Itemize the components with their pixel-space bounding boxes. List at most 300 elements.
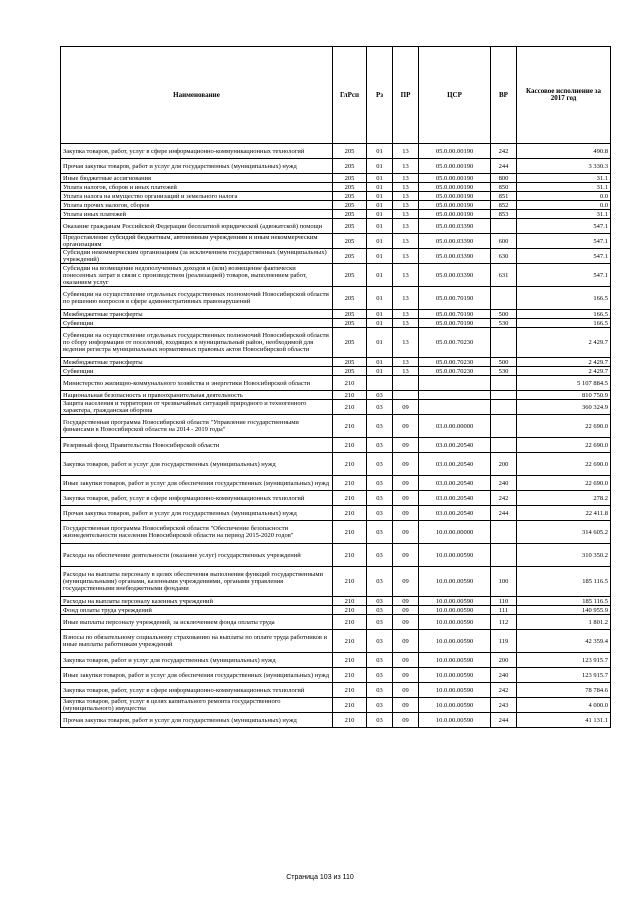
table-row bbox=[61, 358, 611, 367]
cell-glrsp: 210 bbox=[333, 713, 367, 728]
cell-rz: 03 bbox=[367, 567, 393, 597]
cell-csr: 10.0.00.00590 bbox=[419, 713, 491, 728]
cell-rz: 01 bbox=[367, 219, 393, 234]
cell-csr: 05.0.00.70230 bbox=[419, 358, 491, 367]
cell-csr: 05.0.00.70190 bbox=[419, 287, 491, 310]
cell-glrsp: 210 bbox=[333, 606, 367, 615]
cell-pr: 13 bbox=[393, 192, 419, 201]
cell-glrsp: 210 bbox=[333, 615, 367, 630]
table-row bbox=[61, 606, 611, 615]
cell-rz: 01 bbox=[367, 183, 393, 192]
table-row bbox=[61, 234, 611, 249]
cell-name: Расходы на выплаты персоналу в целях обеспечения выполнения функций государственными (муниципальными) органами, казенными учреждениями, органами управления государственными внебюджетными фондами bbox=[61, 567, 333, 597]
cell-rz: 01 bbox=[367, 264, 393, 287]
cell-vr: 600 bbox=[491, 234, 517, 249]
cell-amount: 314 605.2 bbox=[517, 521, 611, 544]
cell-csr: 10.0.00.00590 bbox=[419, 653, 491, 668]
table-row bbox=[61, 328, 611, 358]
cell-glrsp: 205 bbox=[333, 219, 367, 234]
cell-glrsp: 205 bbox=[333, 210, 367, 219]
table-row bbox=[61, 174, 611, 183]
cell-csr: 10.0.00.00590 bbox=[419, 683, 491, 698]
cell-rz: 03 bbox=[367, 597, 393, 606]
table-row bbox=[61, 544, 611, 567]
cell-rz: 03 bbox=[367, 713, 393, 728]
cell-name: Иные закупки товаров, работ и услуг для обеспечения государственных (муниципальных) нужд bbox=[61, 668, 333, 683]
cell-amount: 31.1 bbox=[517, 174, 611, 183]
cell-rz: 03 bbox=[367, 491, 393, 506]
cell-rz: 01 bbox=[367, 249, 393, 264]
cell-amount: 140 955.9 bbox=[517, 606, 611, 615]
table-row bbox=[61, 319, 611, 328]
cell-name: Закупка товаров, работ, услуг в сфере информационно-коммуникационных технологий bbox=[61, 144, 333, 159]
cell-pr: 13 bbox=[393, 287, 419, 310]
cell-rz: 03 bbox=[367, 400, 393, 415]
cell-csr: 10.0.00.00590 bbox=[419, 615, 491, 630]
table-row bbox=[61, 453, 611, 476]
cell-pr: 13 bbox=[393, 310, 419, 319]
table-row bbox=[61, 376, 611, 391]
cell-name: Прочая закупка товаров, работ и услуг для государственных (муниципальных) нужд bbox=[61, 506, 333, 521]
cell-glrsp: 210 bbox=[333, 491, 367, 506]
cell-vr: 630 bbox=[491, 249, 517, 264]
cell-amount: 123 915.7 bbox=[517, 653, 611, 668]
cell-csr: 05.0.00.70190 bbox=[419, 319, 491, 328]
cell-rz: 01 bbox=[367, 201, 393, 210]
cell-name: Закупка товаров, работ и услуг для государственных (муниципальных) нужд bbox=[61, 653, 333, 668]
cell-name: Субвенции bbox=[61, 319, 333, 328]
cell-rz: 03 bbox=[367, 615, 393, 630]
cell-pr: 09 bbox=[393, 476, 419, 491]
cell-glrsp: 205 bbox=[333, 174, 367, 183]
cell-csr: 03.0.00.20540 bbox=[419, 453, 491, 476]
cell-glrsp: 210 bbox=[333, 698, 367, 713]
cell-vr: 112 bbox=[491, 615, 517, 630]
cell-vr bbox=[491, 521, 517, 544]
cell-pr: 09 bbox=[393, 415, 419, 438]
cell-name: Уплата налога на имущество организаций и земельного налога bbox=[61, 192, 333, 201]
table-row bbox=[61, 219, 611, 234]
cell-glrsp: 205 bbox=[333, 287, 367, 310]
table-row bbox=[61, 264, 611, 287]
cell-amount: 278.2 bbox=[517, 491, 611, 506]
table-body bbox=[61, 144, 611, 728]
budget-table bbox=[60, 46, 611, 728]
cell-amount: 2 429.7 bbox=[517, 358, 611, 367]
table-row bbox=[61, 491, 611, 506]
cell-vr bbox=[491, 415, 517, 438]
header-glrsp: ГлРсп bbox=[333, 47, 367, 144]
cell-amount: 22 411.8 bbox=[517, 506, 611, 521]
table-row bbox=[61, 367, 611, 376]
cell-amount: 185 116.5 bbox=[517, 597, 611, 606]
cell-rz: 01 bbox=[367, 234, 393, 249]
cell-pr: 13 bbox=[393, 210, 419, 219]
cell-glrsp: 210 bbox=[333, 544, 367, 567]
cell-glrsp: 205 bbox=[333, 264, 367, 287]
header-pr: ПР bbox=[393, 47, 419, 144]
cell-pr: 13 bbox=[393, 319, 419, 328]
cell-vr bbox=[491, 400, 517, 415]
cell-pr: 13 bbox=[393, 249, 419, 264]
cell-vr bbox=[491, 219, 517, 234]
cell-vr bbox=[491, 287, 517, 310]
cell-amount: 166.5 bbox=[517, 287, 611, 310]
cell-amount: 2 429.7 bbox=[517, 328, 611, 358]
table-row bbox=[61, 192, 611, 201]
cell-vr: 111 bbox=[491, 606, 517, 615]
cell-rz: 03 bbox=[367, 506, 393, 521]
cell-amount: 2 429.7 bbox=[517, 367, 611, 376]
cell-amount: 547.1 bbox=[517, 219, 611, 234]
table-row bbox=[61, 698, 611, 713]
cell-rz: 03 bbox=[367, 653, 393, 668]
cell-pr: 09 bbox=[393, 506, 419, 521]
cell-vr: 530 bbox=[491, 319, 517, 328]
cell-vr: 244 bbox=[491, 713, 517, 728]
table-row bbox=[61, 415, 611, 438]
cell-csr: 05.0.00.00190 bbox=[419, 192, 491, 201]
cell-vr: 240 bbox=[491, 476, 517, 491]
cell-csr: 03.0.00.00000 bbox=[419, 415, 491, 438]
cell-amount: 22 690.0 bbox=[517, 476, 611, 491]
cell-name: Уплата налогов, сборов и иных платежей bbox=[61, 183, 333, 192]
cell-csr: 05.0.00.70230 bbox=[419, 328, 491, 358]
cell-amount: 31.1 bbox=[517, 183, 611, 192]
cell-glrsp: 210 bbox=[333, 400, 367, 415]
table-header-row bbox=[61, 47, 611, 144]
table-row bbox=[61, 249, 611, 264]
table-row bbox=[61, 615, 611, 630]
cell-amount: 22 690.0 bbox=[517, 453, 611, 476]
cell-pr: 09 bbox=[393, 453, 419, 476]
budget-table-sheet bbox=[60, 46, 610, 728]
cell-vr: 200 bbox=[491, 453, 517, 476]
cell-amount: 185 116.5 bbox=[517, 567, 611, 597]
cell-vr: 244 bbox=[491, 506, 517, 521]
cell-glrsp: 205 bbox=[333, 358, 367, 367]
cell-amount: 166.5 bbox=[517, 319, 611, 328]
table-row bbox=[61, 183, 611, 192]
cell-glrsp: 210 bbox=[333, 567, 367, 597]
cell-rz: 01 bbox=[367, 174, 393, 183]
cell-rz: 03 bbox=[367, 606, 393, 615]
cell-name: Государственная программа Новосибирской области "Управление государственными финансами в Новосибирской области на 2014 - 2019 годы" bbox=[61, 415, 333, 438]
cell-name: Министерство жилищно-коммунального хозяйства и энергетики Новосибирской области bbox=[61, 376, 333, 391]
cell-pr: 13 bbox=[393, 328, 419, 358]
header-csr: ЦСР bbox=[419, 47, 491, 144]
cell-rz: 01 bbox=[367, 367, 393, 376]
cell-csr: 10.0.00.00590 bbox=[419, 606, 491, 615]
cell-amount: 41 131.1 bbox=[517, 713, 611, 728]
cell-amount: 547.1 bbox=[517, 234, 611, 249]
cell-vr: 200 bbox=[491, 653, 517, 668]
cell-glrsp: 210 bbox=[333, 476, 367, 491]
cell-name: Закупка товаров, работ, услуг в сфере информационно-коммуникационных технологий bbox=[61, 491, 333, 506]
cell-rz: 03 bbox=[367, 544, 393, 567]
cell-pr: 13 bbox=[393, 183, 419, 192]
cell-vr bbox=[491, 376, 517, 391]
cell-glrsp: 210 bbox=[333, 653, 367, 668]
cell-amount: 78 784.6 bbox=[517, 683, 611, 698]
cell-name: Субвенции на осуществление отдельных государственных полномочий Новосибирской области по сбору информации от поселений, входящих в муниципальный район, необходимой для ведения регистра муниципальных нормативных правовых актов Новосибирской области bbox=[61, 328, 333, 358]
table-row bbox=[61, 438, 611, 453]
cell-name: Резервный фонд Правительства Новосибирской области bbox=[61, 438, 333, 453]
cell-rz: 03 bbox=[367, 438, 393, 453]
cell-csr bbox=[419, 376, 491, 391]
cell-name: Оказание гражданам Российской Федерации бесплатной юридической (адвокатской) помощи bbox=[61, 219, 333, 234]
cell-glrsp: 210 bbox=[333, 597, 367, 606]
cell-vr: 119 bbox=[491, 630, 517, 653]
cell-name: Иные бюджетные ассигнования bbox=[61, 174, 333, 183]
table-row bbox=[61, 597, 611, 606]
cell-rz: 01 bbox=[367, 192, 393, 201]
cell-glrsp: 205 bbox=[333, 328, 367, 358]
cell-csr: 10.0.00.00000 bbox=[419, 521, 491, 544]
cell-name: Субсидии на возмещение недополученных доходов и (или) возмещение фактически понесенных затрат в связи с производством (реализацией) товаров, выполнением работ, оказанием услуг bbox=[61, 264, 333, 287]
cell-pr: 09 bbox=[393, 713, 419, 728]
cell-amount: 810 750.9 bbox=[517, 391, 611, 400]
cell-pr: 13 bbox=[393, 159, 419, 174]
cell-vr bbox=[491, 328, 517, 358]
cell-csr: 05.0.00.70190 bbox=[419, 310, 491, 319]
cell-glrsp: 210 bbox=[333, 668, 367, 683]
cell-name: Уплата иных платежей bbox=[61, 210, 333, 219]
cell-pr: 09 bbox=[393, 491, 419, 506]
cell-vr: 850 bbox=[491, 183, 517, 192]
cell-glrsp: 210 bbox=[333, 521, 367, 544]
cell-name: Государственная программа Новосибирской области "Обеспечение безопасности жизнедеятельности населения Новосибирской области на период 2015-2020 годов" bbox=[61, 521, 333, 544]
table-row bbox=[61, 506, 611, 521]
cell-vr: 851 bbox=[491, 192, 517, 201]
table-row bbox=[61, 683, 611, 698]
cell-rz: 01 bbox=[367, 319, 393, 328]
cell-pr: 09 bbox=[393, 615, 419, 630]
cell-pr: 09 bbox=[393, 606, 419, 615]
cell-rz: 03 bbox=[367, 476, 393, 491]
table-row bbox=[61, 159, 611, 174]
cell-name: Субвенции на осуществление отдельных государственных полномочий Новосибирской области по решению вопросов в сфере административных правонарушений bbox=[61, 287, 333, 310]
cell-csr: 05.0.00.70230 bbox=[419, 367, 491, 376]
cell-amount: 0.0 bbox=[517, 201, 611, 210]
cell-csr: 05.0.00.03390 bbox=[419, 249, 491, 264]
cell-name: Межбюджетные трансферты bbox=[61, 358, 333, 367]
cell-glrsp: 210 bbox=[333, 391, 367, 400]
cell-name: Прочая закупка товаров, работ и услуг для государственных (муниципальных) нужд bbox=[61, 713, 333, 728]
cell-amount: 547.1 bbox=[517, 249, 611, 264]
cell-rz: 03 bbox=[367, 415, 393, 438]
cell-pr: 13 bbox=[393, 219, 419, 234]
cell-rz: 03 bbox=[367, 630, 393, 653]
cell-rz: 03 bbox=[367, 668, 393, 683]
cell-glrsp: 210 bbox=[333, 438, 367, 453]
cell-csr: 05.0.00.03390 bbox=[419, 234, 491, 249]
cell-csr: 05.0.00.00190 bbox=[419, 183, 491, 192]
table-row bbox=[61, 476, 611, 491]
table-row bbox=[61, 630, 611, 653]
cell-amount: 4 000.0 bbox=[517, 698, 611, 713]
table-row bbox=[61, 287, 611, 310]
cell-csr: 03.0.00.20540 bbox=[419, 506, 491, 521]
cell-csr: 10.0.00.00590 bbox=[419, 698, 491, 713]
cell-amount: 3 330.3 bbox=[517, 159, 611, 174]
cell-rz: 01 bbox=[367, 358, 393, 367]
cell-pr: 09 bbox=[393, 698, 419, 713]
cell-name: Фонд оплаты труда учреждений bbox=[61, 606, 333, 615]
cell-name: Национальная безопасность и правоохранительная деятельность bbox=[61, 391, 333, 400]
cell-amount: 1 801.2 bbox=[517, 615, 611, 630]
cell-vr: 631 bbox=[491, 264, 517, 287]
cell-vr: 240 bbox=[491, 668, 517, 683]
cell-amount: 5 107 884.5 bbox=[517, 376, 611, 391]
cell-csr: 05.0.00.00190 bbox=[419, 210, 491, 219]
cell-pr: 09 bbox=[393, 438, 419, 453]
cell-name: Субсидии некоммерческим организациям (за исключением государственных (муниципальных) учреждений) bbox=[61, 249, 333, 264]
cell-vr bbox=[491, 438, 517, 453]
cell-amount: 166.5 bbox=[517, 310, 611, 319]
cell-pr: 09 bbox=[393, 683, 419, 698]
cell-amount: 0.0 bbox=[517, 192, 611, 201]
cell-pr: 13 bbox=[393, 201, 419, 210]
cell-rz bbox=[367, 376, 393, 391]
cell-pr: 09 bbox=[393, 597, 419, 606]
table-row bbox=[61, 567, 611, 597]
cell-csr: 10.0.00.00590 bbox=[419, 567, 491, 597]
cell-glrsp: 205 bbox=[333, 144, 367, 159]
cell-rz: 01 bbox=[367, 210, 393, 219]
cell-vr: 110 bbox=[491, 597, 517, 606]
cell-pr: 09 bbox=[393, 544, 419, 567]
cell-csr: 05.0.00.00190 bbox=[419, 174, 491, 183]
cell-rz: 01 bbox=[367, 144, 393, 159]
cell-csr: 03.0.00.20540 bbox=[419, 476, 491, 491]
table-row bbox=[61, 521, 611, 544]
cell-pr: 09 bbox=[393, 400, 419, 415]
cell-amount: 360 324.9 bbox=[517, 400, 611, 415]
cell-vr bbox=[491, 544, 517, 567]
cell-glrsp: 205 bbox=[333, 310, 367, 319]
cell-csr: 05.0.00.03390 bbox=[419, 264, 491, 287]
cell-name: Закупка товаров, работ, услуг в целях капитального ремонта государственного (муниципального) имущества bbox=[61, 698, 333, 713]
cell-csr: 05.0.00.00190 bbox=[419, 159, 491, 174]
cell-glrsp: 205 bbox=[333, 367, 367, 376]
cell-name: Расходы на обеспечение деятельности (оказание услуг) государственных учреждений bbox=[61, 544, 333, 567]
cell-csr: 05.0.00.03390 bbox=[419, 219, 491, 234]
cell-pr: 09 bbox=[393, 567, 419, 597]
cell-vr: 242 bbox=[491, 144, 517, 159]
cell-glrsp: 210 bbox=[333, 683, 367, 698]
cell-name: Уплата прочих налогов, сборов bbox=[61, 201, 333, 210]
cell-name: Защита населения и территории от чрезвычайных ситуаций природного и техногенного характера, гражданская оборона bbox=[61, 400, 333, 415]
cell-amount: 310 350.2 bbox=[517, 544, 611, 567]
cell-name: Межбюджетные трансферты bbox=[61, 310, 333, 319]
cell-vr: 800 bbox=[491, 174, 517, 183]
table-row bbox=[61, 668, 611, 683]
cell-glrsp: 205 bbox=[333, 319, 367, 328]
cell-name: Иные выплаты персоналу учреждений, за исключением фонда оплаты труда bbox=[61, 615, 333, 630]
cell-pr: 09 bbox=[393, 521, 419, 544]
cell-glrsp: 210 bbox=[333, 415, 367, 438]
cell-amount: 31.1 bbox=[517, 210, 611, 219]
cell-rz: 03 bbox=[367, 391, 393, 400]
cell-csr: 05.0.00.00190 bbox=[419, 144, 491, 159]
cell-csr bbox=[419, 391, 491, 400]
cell-glrsp: 210 bbox=[333, 506, 367, 521]
cell-amount: 123 915.7 bbox=[517, 668, 611, 683]
cell-vr bbox=[491, 391, 517, 400]
cell-name: Взносы по обязательному социальному страхованию на выплаты по оплате труда работников и иные выплаты работникам учреждений bbox=[61, 630, 333, 653]
cell-glrsp: 210 bbox=[333, 376, 367, 391]
cell-rz: 03 bbox=[367, 521, 393, 544]
cell-vr: 852 bbox=[491, 201, 517, 210]
cell-name: Закупка товаров, работ и услуг для государственных (муниципальных) нужд bbox=[61, 453, 333, 476]
cell-name: Прочая закупка товаров, работ и услуг для государственных (муниципальных) нужд bbox=[61, 159, 333, 174]
table-row bbox=[61, 713, 611, 728]
cell-pr: 09 bbox=[393, 653, 419, 668]
cell-pr: 09 bbox=[393, 668, 419, 683]
cell-rz: 01 bbox=[367, 328, 393, 358]
cell-csr: 03.0.00.20540 bbox=[419, 438, 491, 453]
cell-rz: 03 bbox=[367, 698, 393, 713]
table-row bbox=[61, 400, 611, 415]
cell-glrsp: 205 bbox=[333, 183, 367, 192]
cell-csr: 10.0.00.00590 bbox=[419, 668, 491, 683]
header-name: Наименование bbox=[61, 47, 333, 144]
page-footer: Страница 103 из 110 bbox=[286, 874, 354, 881]
cell-csr: 10.0.00.00590 bbox=[419, 544, 491, 567]
cell-vr: 530 bbox=[491, 367, 517, 376]
cell-glrsp: 205 bbox=[333, 201, 367, 210]
cell-name: Предоставление субсидий бюджетным, автономным учреждениям и иным некоммерческим организациям bbox=[61, 234, 333, 249]
table-row bbox=[61, 210, 611, 219]
cell-amount: 22 690.0 bbox=[517, 438, 611, 453]
cell-rz: 01 bbox=[367, 159, 393, 174]
table-row bbox=[61, 391, 611, 400]
header-vr: ВР bbox=[491, 47, 517, 144]
cell-glrsp: 205 bbox=[333, 234, 367, 249]
cell-amount: 490.8 bbox=[517, 144, 611, 159]
cell-vr: 244 bbox=[491, 159, 517, 174]
cell-csr bbox=[419, 400, 491, 415]
cell-rz: 01 bbox=[367, 287, 393, 310]
cell-name: Закупка товаров, работ, услуг в сфере информационно-коммуникационных технологий bbox=[61, 683, 333, 698]
table-row bbox=[61, 310, 611, 319]
cell-pr: 13 bbox=[393, 358, 419, 367]
cell-csr: 05.0.00.00190 bbox=[419, 201, 491, 210]
cell-name: Расходы на выплаты персоналу казенных учреждений bbox=[61, 597, 333, 606]
cell-vr: 242 bbox=[491, 491, 517, 506]
cell-csr: 10.0.00.00590 bbox=[419, 597, 491, 606]
cell-rz: 03 bbox=[367, 683, 393, 698]
cell-vr: 500 bbox=[491, 310, 517, 319]
cell-pr: 13 bbox=[393, 234, 419, 249]
cell-amount: 42 359.4 bbox=[517, 630, 611, 653]
cell-vr: 242 bbox=[491, 683, 517, 698]
cell-csr: 10.0.00.00590 bbox=[419, 630, 491, 653]
table-row bbox=[61, 653, 611, 668]
cell-pr: 13 bbox=[393, 367, 419, 376]
cell-pr bbox=[393, 376, 419, 391]
cell-vr: 243 bbox=[491, 698, 517, 713]
cell-pr: 13 bbox=[393, 144, 419, 159]
cell-vr: 853 bbox=[491, 210, 517, 219]
cell-amount: 547.1 bbox=[517, 264, 611, 287]
cell-name: Иные закупки товаров, работ и услуг для обеспечения государственных (муниципальных) нужд bbox=[61, 476, 333, 491]
cell-pr: 13 bbox=[393, 174, 419, 183]
cell-pr: 13 bbox=[393, 264, 419, 287]
cell-csr: 03.0.00.20540 bbox=[419, 491, 491, 506]
cell-vr: 500 bbox=[491, 358, 517, 367]
